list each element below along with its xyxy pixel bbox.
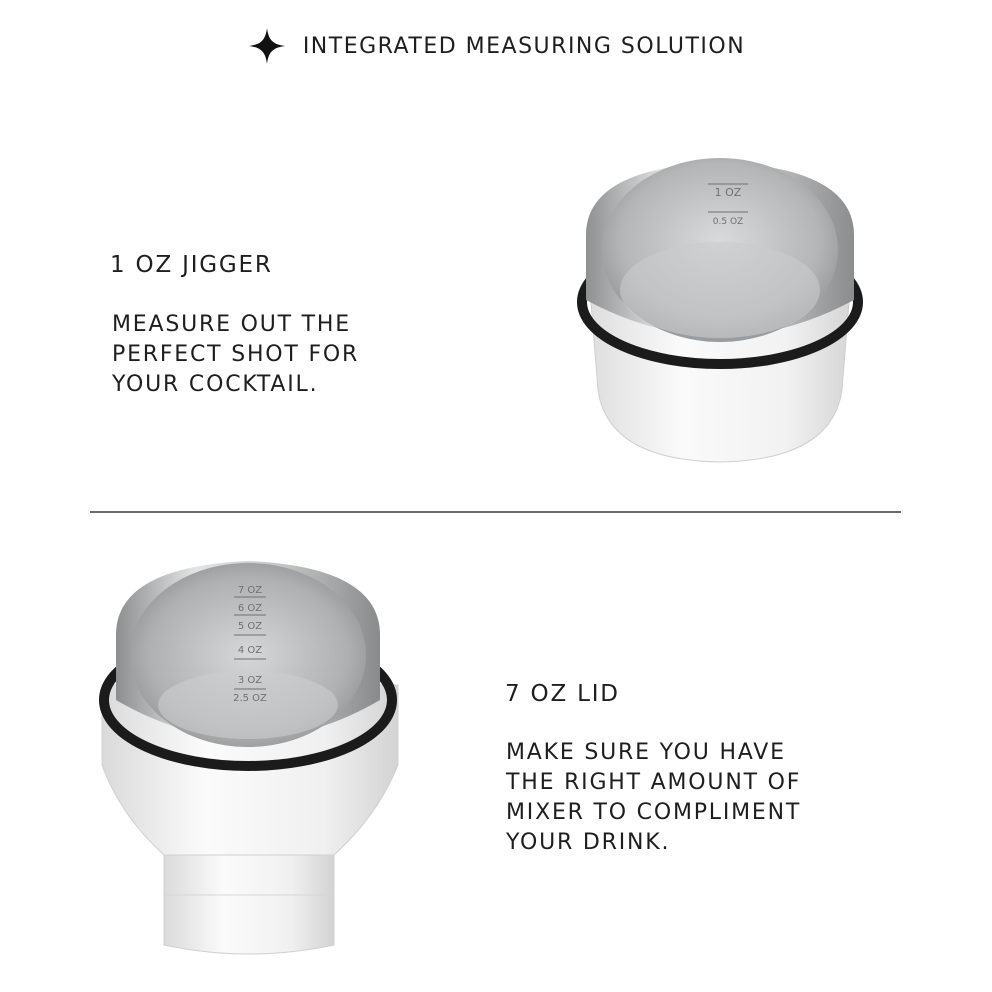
header-title: INTEGRATED MEASURING SOLUTION xyxy=(302,33,746,59)
lid-marking: 5 OZ xyxy=(237,621,263,632)
lid-image xyxy=(98,555,408,965)
jigger-marking: 0.5 OZ xyxy=(712,217,744,227)
lid-marking: 6 OZ xyxy=(237,603,263,614)
jigger-description-line: MEASURE OUT THE xyxy=(112,312,351,337)
jigger-image xyxy=(570,140,870,480)
jigger-marking: 1 OZ xyxy=(714,186,742,199)
lid-marking: 2.5 OZ xyxy=(233,693,267,704)
jigger-description-line: YOUR COCKTAIL. xyxy=(112,372,319,397)
lid-description xyxy=(506,738,801,858)
lid-description-line: YOUR DRINK. xyxy=(506,830,671,855)
jigger-description xyxy=(112,310,359,400)
jigger-description-line: PERFECT SHOT FOR xyxy=(112,342,360,367)
section-divider xyxy=(90,511,901,513)
header xyxy=(0,24,992,68)
jigger-title: 1 OZ JIGGER xyxy=(110,252,273,278)
four-point-star-icon xyxy=(247,26,287,66)
lid-marking: 4 OZ xyxy=(237,645,263,656)
lid-marking: 7 OZ xyxy=(237,585,263,596)
lid-description-line: THE RIGHT AMOUNT OF xyxy=(506,770,802,795)
lid-marking: 3 OZ xyxy=(237,675,263,686)
lid-description-line: MIXER TO COMPLIMENT xyxy=(506,800,802,825)
lid-title: 7 OZ LID xyxy=(505,681,620,707)
lid-description-line: MAKE SURE YOU HAVE xyxy=(506,740,786,765)
